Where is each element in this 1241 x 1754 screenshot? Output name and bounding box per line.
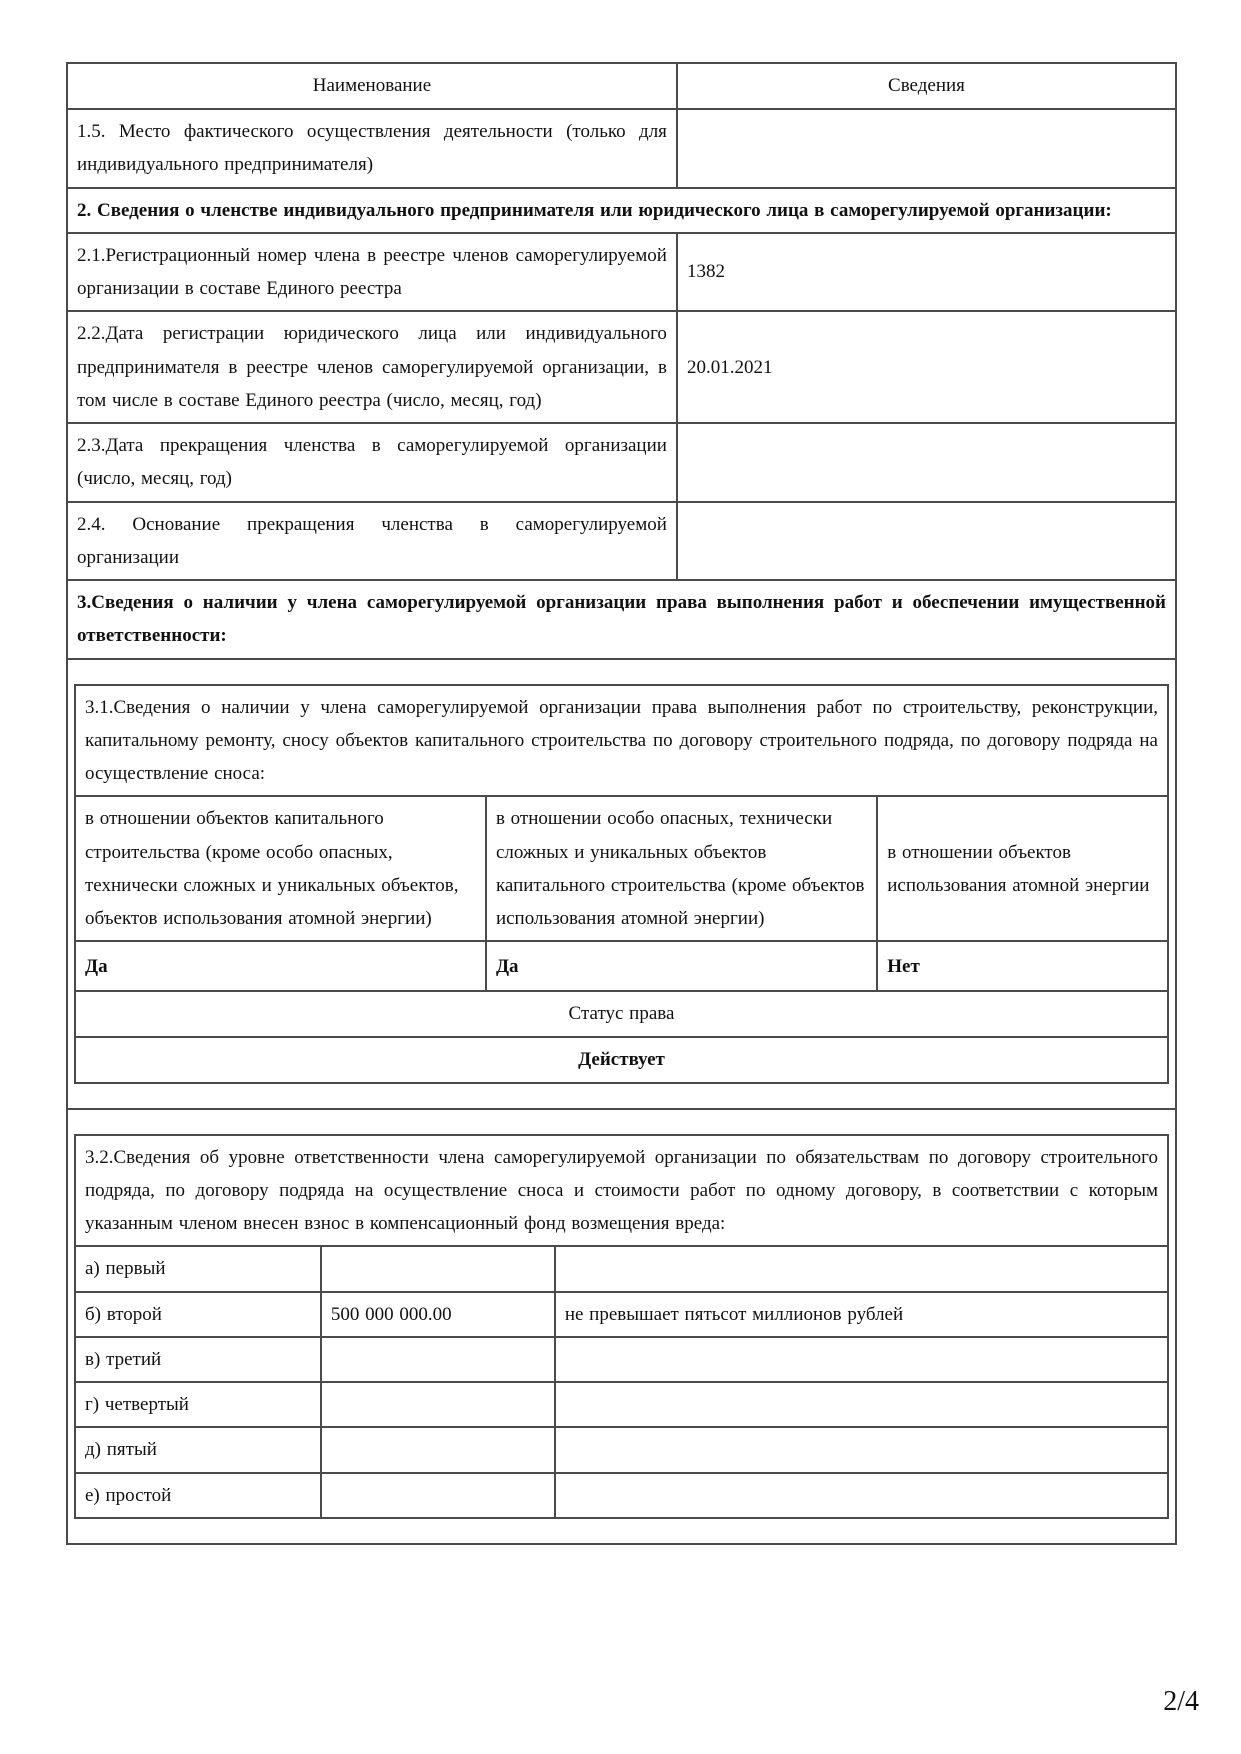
rights-col1-header: в отношении объектов капитального строительства (кроме особо опасных, технически сложных и уникальных объектов, объектов использования атомной энергии) bbox=[75, 796, 486, 941]
level-label: б) второй bbox=[75, 1292, 321, 1337]
table-header-row bbox=[67, 63, 1176, 109]
rights-col3-value: Нет bbox=[877, 941, 1168, 991]
row-2-4-label: 2.4. Основание прекращения членства в саморегулируемой организации bbox=[67, 502, 677, 581]
column-header-info: Сведения bbox=[677, 63, 1176, 109]
block-3-1-container bbox=[67, 659, 1176, 1109]
level-row-simple bbox=[75, 1473, 1168, 1518]
block-3-1-title: 3.1.Сведения о наличии у члена саморегулируемой организации права выполнения работ по строительству, реконструкции, капитальному ремонту, сносу объектов капитального строительства по договору строительного подряда, по договору подряда на осуществление сноса: bbox=[75, 685, 1168, 797]
table-row-2-4 bbox=[67, 502, 1176, 581]
responsibility-levels-table-3-2 bbox=[74, 1134, 1169, 1519]
block-3-1-container-row bbox=[67, 659, 1176, 1109]
section-3-title: 3.Сведения о наличии у члена саморегулируемой организации права выполнения работ и обеспечении имущественной ответственности: bbox=[67, 580, 1176, 659]
level-label: е) простой bbox=[75, 1473, 321, 1518]
level-row-first bbox=[75, 1246, 1168, 1291]
level-amount bbox=[321, 1473, 555, 1518]
level-description bbox=[555, 1427, 1168, 1472]
rights-values-row bbox=[75, 941, 1168, 991]
table-row-2-1 bbox=[67, 233, 1176, 312]
row-2-1-value: 1382 bbox=[677, 233, 1176, 312]
level-amount bbox=[321, 1382, 555, 1427]
table-row-2-2 bbox=[67, 311, 1176, 423]
block-3-1-title-row bbox=[75, 685, 1168, 797]
level-description bbox=[555, 1337, 1168, 1382]
level-description: не превышает пятьсот миллионов рублей bbox=[555, 1292, 1168, 1337]
block-3-2-title: 3.2.Сведения об уровне ответственности члена саморегулируемой организации по обязательствам по договору строительного подряда, по договору подряда на осуществление сноса и стоимости работ по одному договору, в соответствии с которым указанным членом внесен взнос в компенсационный фонд возмещения вреда: bbox=[75, 1135, 1168, 1247]
section-3-row bbox=[67, 580, 1176, 659]
row-2-3-label: 2.3.Дата прекращения членства в саморегулируемой организации (число, месяц, год) bbox=[67, 423, 677, 502]
rights-col1-value: Да bbox=[75, 941, 486, 991]
level-row-fifth bbox=[75, 1427, 1168, 1472]
rights-col2-header: в отношении особо опасных, технически сложных и уникальных объектов капитального строительства (кроме объектов использования атомной энергии) bbox=[486, 796, 877, 941]
block-3-2-title-row bbox=[75, 1135, 1168, 1247]
block-3-2-container bbox=[67, 1109, 1176, 1544]
row-2-2-label: 2.2.Дата регистрации юридического лица или индивидуального предпринимателя в реестре членов саморегулируемой организации, в том числе в составе Единого реестра (число, месяц, год) bbox=[67, 311, 677, 423]
right-status-label: Статус права bbox=[75, 991, 1168, 1036]
section-2-row bbox=[67, 188, 1176, 233]
section-2-title: 2. Сведения о членстве индивидуального предпринимателя или юридического лица в саморегулируемой организации: bbox=[67, 188, 1176, 233]
row-2-4-value bbox=[677, 502, 1176, 581]
level-row-fourth bbox=[75, 1382, 1168, 1427]
table-row-1-5 bbox=[67, 109, 1176, 188]
level-amount bbox=[321, 1427, 555, 1472]
level-label: в) третий bbox=[75, 1337, 321, 1382]
level-amount bbox=[321, 1246, 555, 1291]
column-header-name: Наименование bbox=[67, 63, 677, 109]
sro-extract-table bbox=[66, 62, 1177, 1545]
block-3-2-container-row bbox=[67, 1109, 1176, 1544]
level-description bbox=[555, 1246, 1168, 1291]
level-label: д) пятый bbox=[75, 1427, 321, 1472]
table-row-2-3 bbox=[67, 423, 1176, 502]
level-amount bbox=[321, 1337, 555, 1382]
rights-table-3-1 bbox=[74, 684, 1169, 1084]
rights-col3-header: в отношении объектов использования атомной энергии bbox=[877, 796, 1168, 941]
level-description bbox=[555, 1382, 1168, 1427]
page-number: 2/4 bbox=[1163, 1686, 1199, 1717]
level-row-second bbox=[75, 1292, 1168, 1337]
level-amount: 500 000 000.00 bbox=[321, 1292, 555, 1337]
row-2-1-label: 2.1.Регистрационный номер члена в реестре членов саморегулируемой организации в составе Единого реестра bbox=[67, 233, 677, 312]
right-status-value: Действует bbox=[75, 1037, 1168, 1083]
row-1-5-label: 1.5. Место фактического осуществления деятельности (только для индивидуального предпринимателя) bbox=[67, 109, 677, 188]
rights-column-headers-row bbox=[75, 796, 1168, 941]
right-status-label-row bbox=[75, 991, 1168, 1036]
level-label: г) четвертый bbox=[75, 1382, 321, 1427]
row-2-2-value: 20.01.2021 bbox=[677, 311, 1176, 423]
row-1-5-value bbox=[677, 109, 1176, 188]
level-row-third bbox=[75, 1337, 1168, 1382]
level-description bbox=[555, 1473, 1168, 1518]
right-status-value-row bbox=[75, 1037, 1168, 1083]
rights-col2-value: Да bbox=[486, 941, 877, 991]
level-label: а) первый bbox=[75, 1246, 321, 1291]
row-2-3-value bbox=[677, 423, 1176, 502]
